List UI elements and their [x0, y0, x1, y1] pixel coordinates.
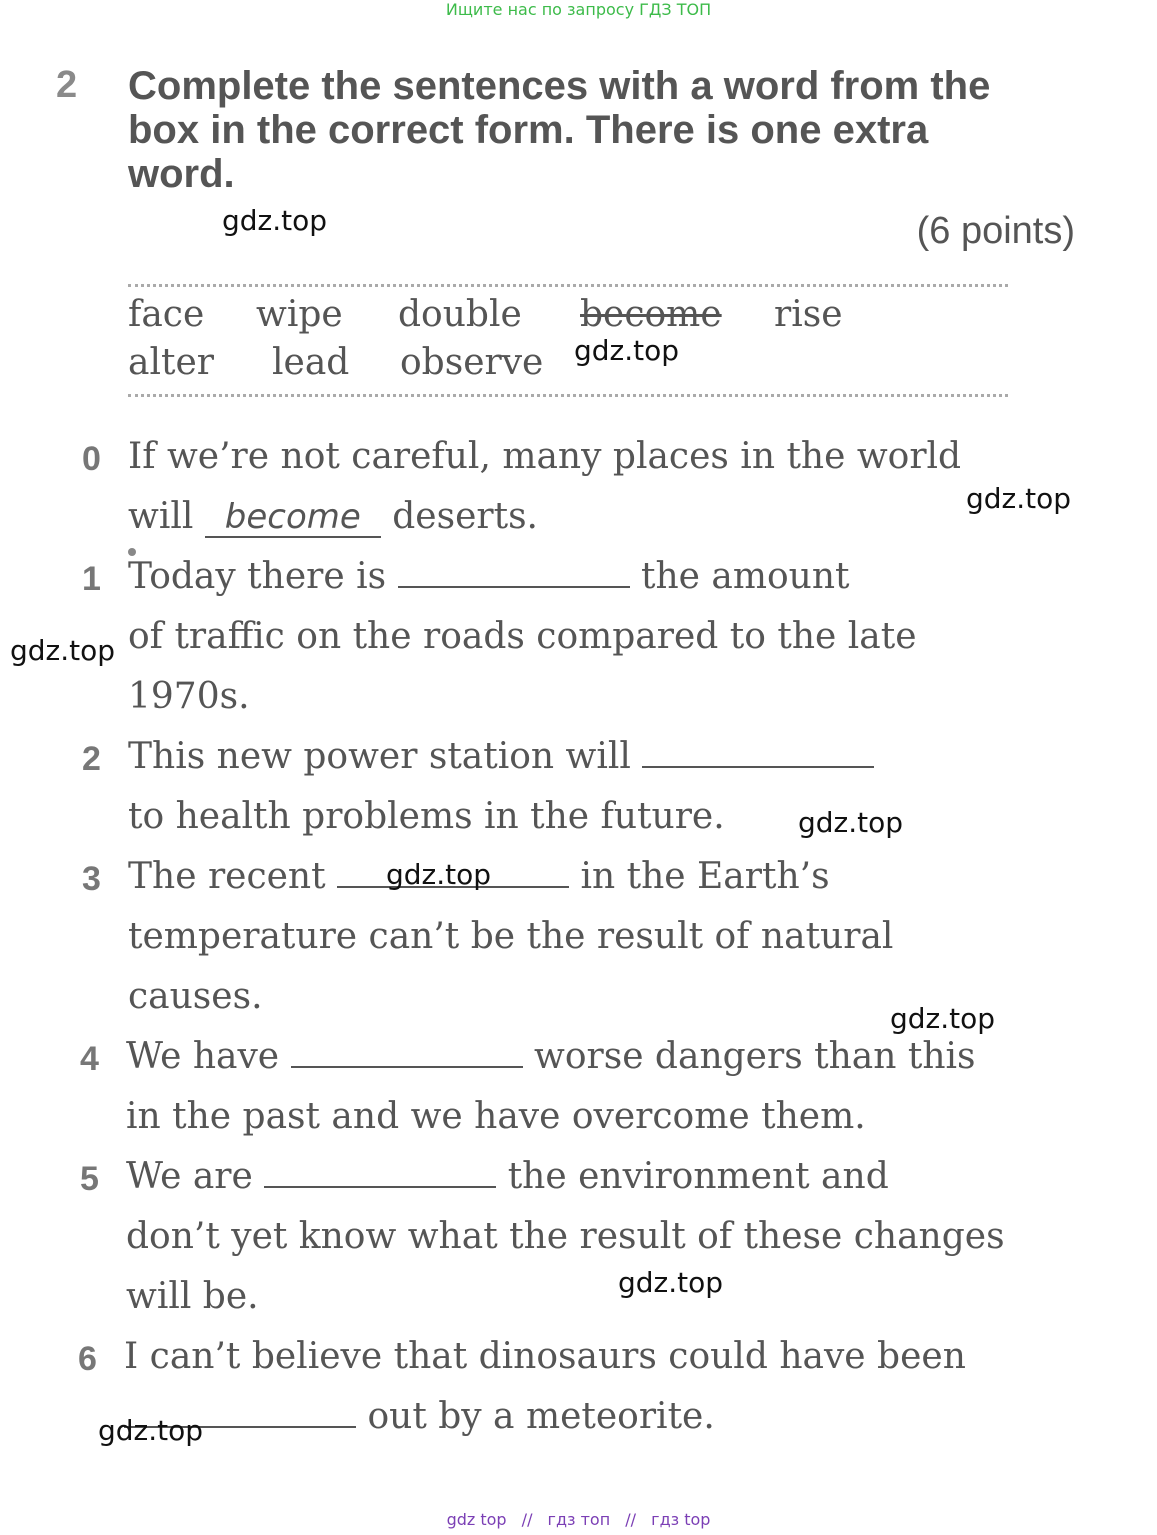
answer-blank-2[interactable] [642, 736, 874, 768]
top-banner: Ищите нас по запросу ГДЗ ТОП [445, 0, 712, 19]
question-6-line-1: I can’t believe that dinosaurs could have been [124, 1336, 966, 1377]
question-number-6: 6 [78, 1340, 97, 1378]
question-3-line-3: causes. [128, 976, 263, 1017]
watermark: gdz.top [98, 1414, 204, 1447]
footer-separator: // [625, 1510, 637, 1529]
question-number-4: 4 [80, 1040, 99, 1078]
question-5-line-1 [126, 1156, 889, 1197]
question-0-text-b: deserts. [392, 496, 538, 537]
question-5-text-b: the environment and [507, 1156, 889, 1197]
question-5-line-2: don’t yet know what the result of these changes [126, 1216, 1005, 1257]
question-1-line-2: of traffic on the roads compared to the late [128, 616, 917, 657]
exercise-number: 2 [56, 64, 78, 106]
question-0-answer: become [205, 498, 381, 538]
question-1-text-a: Today there is [128, 556, 387, 597]
footer-link[interactable]: гдз топ [547, 1510, 611, 1529]
question-2-line-2: to health problems in the future. [128, 796, 725, 837]
word-face: face [128, 294, 205, 335]
answer-blank-5[interactable] [264, 1156, 496, 1188]
watermark: gdz.top [222, 204, 328, 237]
question-number-5: 5 [80, 1160, 99, 1198]
word-become-struck: become [580, 294, 722, 335]
watermark: gdz.top [10, 634, 116, 667]
word-observe: observe [400, 342, 544, 383]
question-4-text-b: worse dangers than this [534, 1036, 976, 1077]
word-wipe: wipe [256, 294, 343, 335]
word-rise: rise [774, 294, 843, 335]
footer-separator: // [521, 1510, 533, 1529]
exercise-instruction [128, 64, 1088, 196]
question-1-line-1 [128, 556, 850, 597]
question-1-line-3: 1970s. [128, 676, 250, 717]
instruction-line: word. [128, 152, 235, 196]
question-5-line-3: will be. [126, 1276, 259, 1317]
watermark: gdz.top [386, 858, 492, 891]
question-2-text-a: This new power station will [128, 736, 631, 777]
footer-links [0, 1510, 1157, 1529]
word-lead: lead [272, 342, 350, 383]
question-4-line-2: in the past and we have overcome them. [126, 1096, 866, 1137]
word-alter: alter [128, 342, 214, 383]
question-number-3: 3 [82, 860, 101, 898]
points-label: (6 points) [916, 210, 1075, 252]
question-number-2: 2 [82, 740, 101, 778]
answer-blank-1[interactable] [398, 556, 630, 588]
word-double: double [398, 294, 522, 335]
question-6-text-b: out by a meteorite. [367, 1396, 715, 1437]
question-0-line-2 [128, 496, 538, 538]
question-0-text-a: will [128, 496, 194, 537]
watermark: gdz.top [574, 334, 680, 367]
question-3-text-b: in the Earth’s [580, 856, 830, 897]
question-5-text-a: We are [126, 1156, 253, 1197]
question-4-text-a: We have [126, 1036, 280, 1077]
question-number-1: 1 [82, 560, 101, 598]
watermark: gdz.top [966, 482, 1072, 515]
footer-link[interactable]: gdz top [446, 1510, 507, 1529]
question-0-line-1: If we’re not careful, many places in the world [128, 436, 962, 477]
question-number-0: 0 [82, 440, 101, 478]
question-6-line-2 [124, 1396, 715, 1437]
question-3-line-2: temperature can’t be the result of natural [128, 916, 894, 957]
question-3-text-a: The recent [128, 856, 326, 897]
question-2-line-1 [128, 736, 874, 777]
question-4-line-1 [126, 1036, 976, 1077]
watermark: gdz.top [618, 1266, 724, 1299]
instruction-line: Complete the sentences with a word from the [128, 64, 991, 108]
answer-blank-4[interactable] [291, 1036, 523, 1068]
pen-mark [128, 548, 136, 556]
watermark: gdz.top [798, 806, 904, 839]
instruction-line: box in the correct form. There is one extra [128, 108, 929, 152]
footer-link[interactable]: гдз top [651, 1510, 711, 1529]
word-box-bottom-border [128, 394, 1008, 397]
word-box-top-border [128, 284, 1008, 287]
question-1-text-b: the amount [641, 556, 850, 597]
watermark: gdz.top [890, 1002, 996, 1035]
